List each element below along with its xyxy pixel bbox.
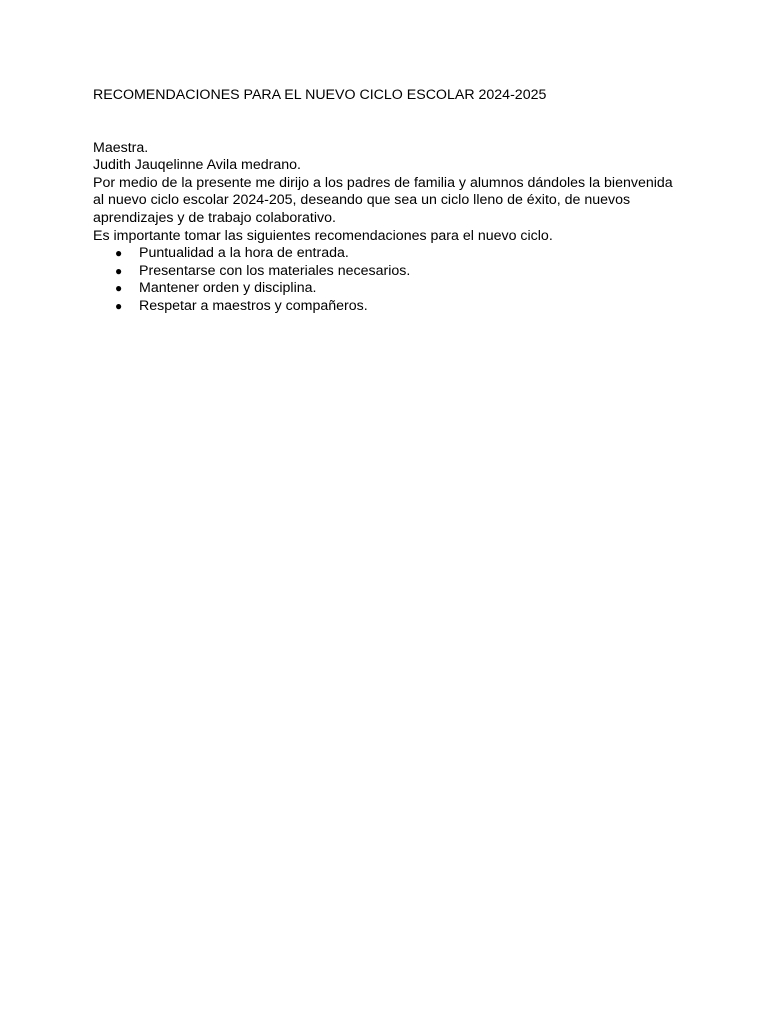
recommendations-list xyxy=(93,245,693,315)
bullet-icon: ● xyxy=(115,298,123,313)
salutation: Maestra. xyxy=(93,139,149,156)
author-name: Judith Jauqelinne Avila medrano. xyxy=(93,157,301,174)
list-item-text: Respetar a maestros y compañeros. xyxy=(139,297,368,314)
list-item xyxy=(93,263,693,281)
list-item-text: Puntualidad a la hora de entrada. xyxy=(139,245,349,262)
bullet-icon: ● xyxy=(115,263,123,278)
list-item-text: Presentarse con los materiales necesarios. xyxy=(139,262,411,279)
bullet-icon: ● xyxy=(115,281,123,296)
list-item-text: Mantener orden y disciplina. xyxy=(139,280,317,297)
list-item xyxy=(93,280,693,298)
list-item xyxy=(93,298,693,316)
document-body xyxy=(93,140,693,316)
document-title: RECOMENDACIONES PARA EL NUEVO CICLO ESCOLAR 2024-2025 xyxy=(93,87,547,103)
lead-in-sentence: Es importante tomar las siguientes recomendaciones para el nuevo ciclo. xyxy=(93,227,553,244)
bullet-icon: ● xyxy=(115,246,123,261)
intro-paragraph: Por medio de la presente me dirijo a los padres de familia y alumnos dándoles la bienvenida al nuevo ciclo escolar 2024-205, deseando que sea un ciclo lleno de éxito, de nuevos aprendizajes y de trabajo colaborativo. xyxy=(93,174,673,226)
document-content xyxy=(93,87,693,316)
list-item xyxy=(93,245,693,263)
